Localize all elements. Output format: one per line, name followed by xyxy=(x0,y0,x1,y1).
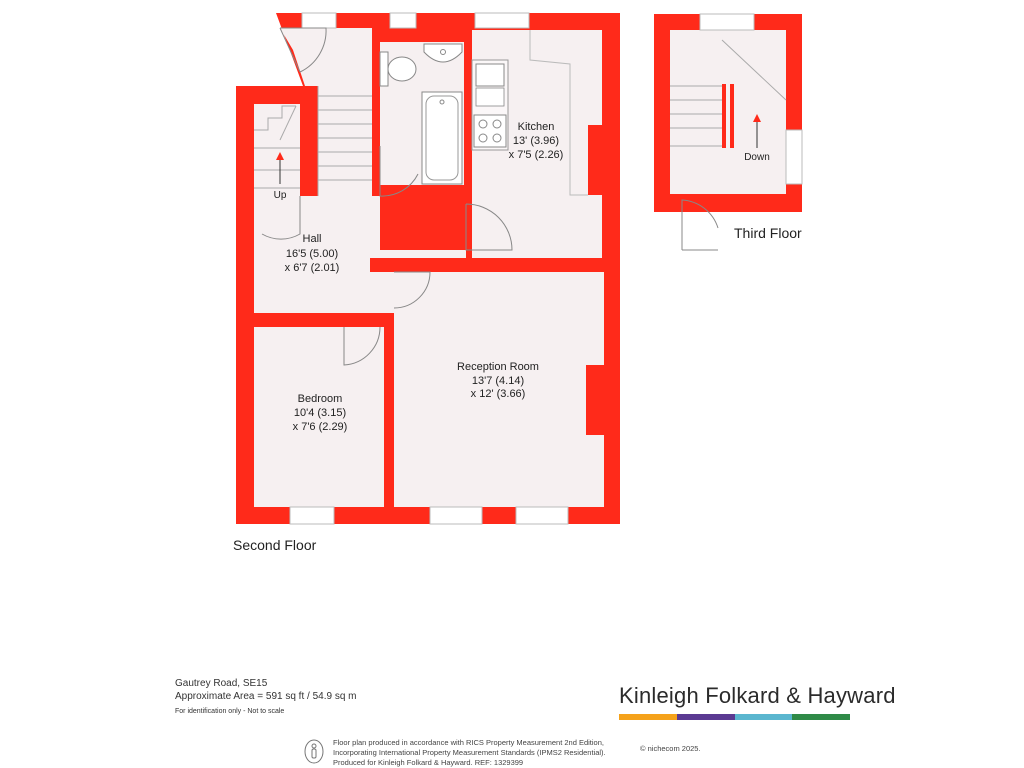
windows-top xyxy=(302,13,529,28)
hall-dim2: x 6'7 (2.01) xyxy=(284,262,340,274)
reception-dim1: 13'7 (4.14) xyxy=(471,375,525,387)
disclaimer-note: For identification only - Not to scale xyxy=(175,708,285,715)
property-area: Approximate Area = 591 sq ft / 54.9 sq m xyxy=(175,691,357,702)
brand-name: Kinleigh Folkard & Hayward xyxy=(619,683,896,708)
second-floor-title: Second Floor xyxy=(233,537,317,553)
third-floor-title: Third Floor xyxy=(734,225,802,241)
legal-line-2: Incorporating International Property Measurement Standards (IPMS2 Residential). xyxy=(333,748,606,757)
wall-bedroom-top xyxy=(254,313,384,327)
kitchen-name: Kitchen xyxy=(517,121,555,133)
stairs-up-label: Up xyxy=(273,190,287,201)
wall-stair-closet xyxy=(300,104,318,196)
chimney-breast-reception xyxy=(586,365,604,435)
property-address: Gautrey Road, SE15 xyxy=(175,678,268,689)
sink xyxy=(476,64,504,86)
brand-bar-blue xyxy=(735,714,793,720)
reception-dim2: x 12' (3.66) xyxy=(470,388,526,400)
third-floor-floor xyxy=(670,30,786,194)
sink-drainer xyxy=(476,88,504,106)
copyright: © nichecom 2025. xyxy=(640,744,701,753)
wall-hall-reception xyxy=(370,258,604,272)
property-info xyxy=(175,677,357,718)
legal-text xyxy=(333,738,606,768)
kitchen-dim2: x 7'5 (2.26) xyxy=(508,149,564,161)
third-floor-window-right xyxy=(786,130,802,184)
stair-rail-1 xyxy=(722,84,726,148)
bedroom-name: Bedroom xyxy=(297,393,343,405)
legal-line-1: Floor plan produced in accordance with RICS Property Measurement 2nd Edition, xyxy=(333,738,604,747)
kitchen-dim1: 13' (3.96) xyxy=(512,135,560,147)
toilet-cistern xyxy=(380,52,388,86)
stair-closet-floor xyxy=(254,104,300,234)
bathtub-inner xyxy=(426,96,458,180)
third-floor-landing-wall xyxy=(654,194,682,212)
brand-bar-purple xyxy=(677,714,735,720)
hob xyxy=(474,115,506,147)
chimney-breast-kitchen xyxy=(588,125,602,195)
third-floor-window-top xyxy=(700,14,754,30)
hall-name: Hall xyxy=(302,233,322,245)
reception-name: Reception Room xyxy=(457,361,539,373)
toilet-bowl xyxy=(388,57,416,81)
brand-bar-green xyxy=(792,714,850,720)
third-floor-plan xyxy=(654,14,802,250)
hall-dim1: 16'5 (5.00) xyxy=(285,248,339,260)
wall-bedroom-reception xyxy=(384,313,394,507)
person-icon xyxy=(304,739,324,764)
stairs-down-label: Down xyxy=(744,152,770,163)
bedroom-dim2: x 7'6 (2.29) xyxy=(292,421,348,433)
brand-color-bar xyxy=(619,714,850,720)
legal-line-3: Produced for Kinleigh Folkard & Hayward. REF: 1329399 xyxy=(333,758,524,767)
wall-bathroom-right xyxy=(464,28,472,196)
bedroom-dim1: 10'4 (3.15) xyxy=(293,407,347,419)
stair-rail-2 xyxy=(730,84,734,148)
brand-bar-orange xyxy=(619,714,677,720)
wall-bathroom-left xyxy=(372,28,380,196)
second-floor-plan xyxy=(233,13,620,553)
